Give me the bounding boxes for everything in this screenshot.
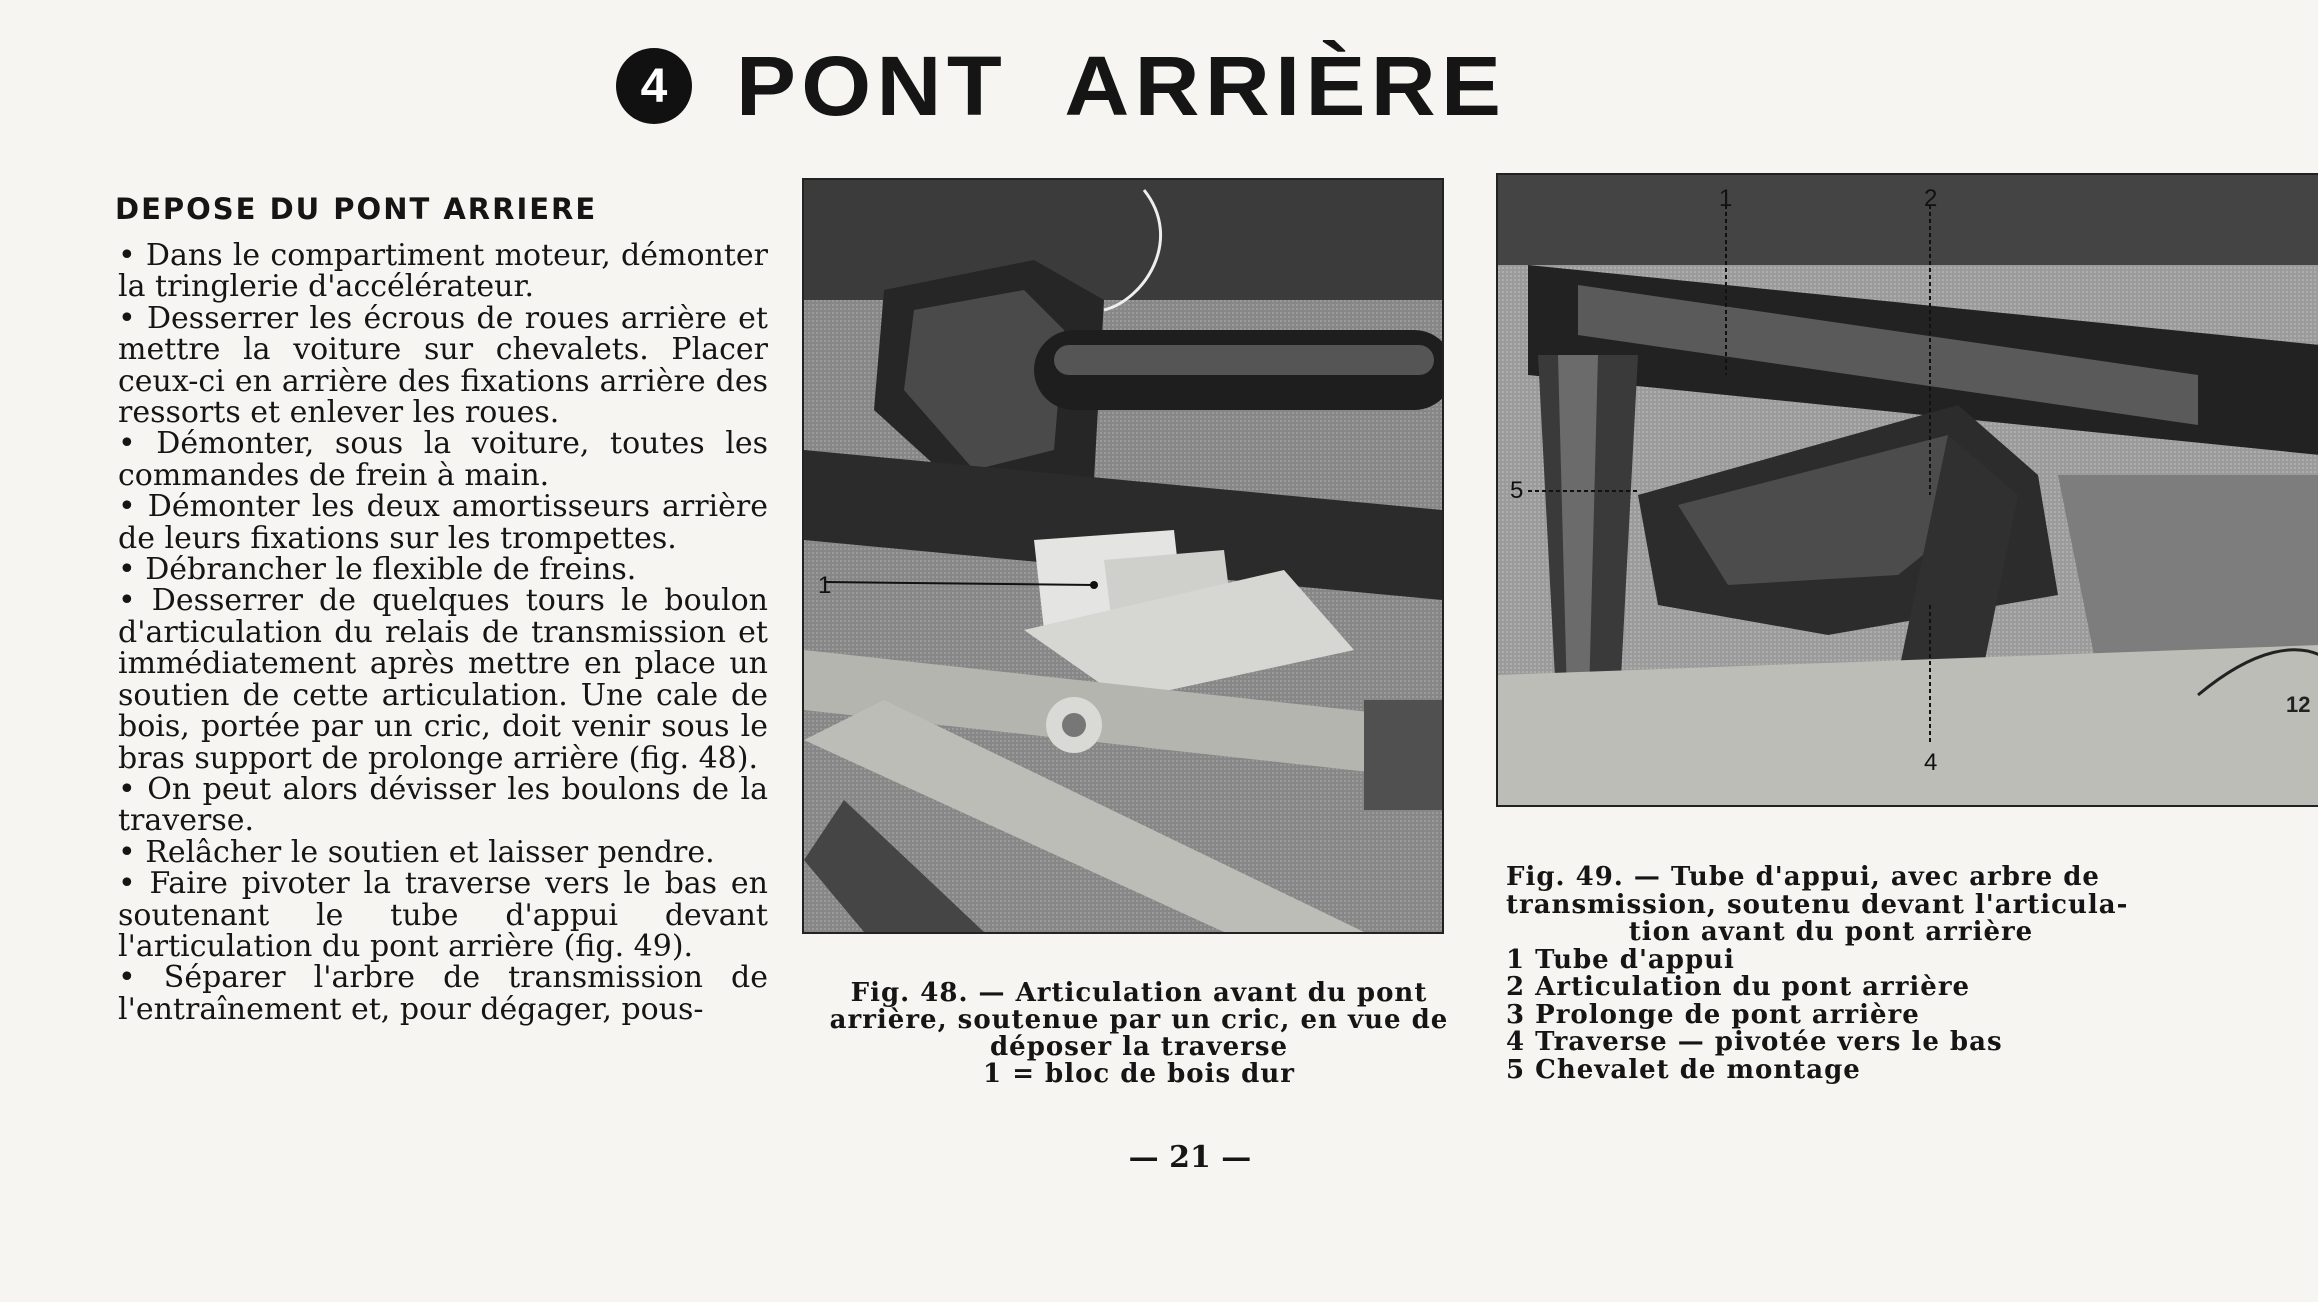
figure-48-illustration — [804, 180, 1442, 932]
chapter-title — [616, 36, 1507, 136]
paragraph: • Dans le compartiment moteur, démonter la tringlerie d'accélérateur. — [118, 238, 768, 305]
caption-line: 1 = bloc de bois dur — [983, 1059, 1295, 1089]
body-text — [118, 240, 768, 1025]
caption-line: déposer la traverse — [989, 1032, 1289, 1062]
page-title: PONT ARRIÈRE — [736, 38, 1507, 133]
legend-item: 4 Traverse — pivotée vers le bas — [1506, 1027, 2003, 1057]
callout-label: 5 — [1510, 477, 1524, 504]
paragraph: • Démonter les deux amortisseurs arrière de leurs fixations sur les trompettes. — [118, 489, 768, 556]
chapter-number-badge: 4 — [616, 48, 692, 124]
caption-line: Fig. 49. — Tube d'appui, avec arbre de — [1506, 862, 2100, 892]
figure-49-photo — [1496, 173, 2318, 807]
callout-label: 4 — [1924, 749, 1938, 776]
caption-line: arrière, soutenue par un cric, en vue de — [829, 1005, 1449, 1035]
paragraph: • Desserrer les écrous de roues arrière et mettre la voiture sur chevalets. Placer ceux-ci en arrière des fixations arrière des ressorts et enlever les roues. — [118, 300, 768, 431]
caption-line: transmission, soutenu devant l'articula- — [1506, 889, 2129, 920]
paragraph: • Relâcher le soutien et laisser pendre. — [118, 834, 715, 870]
figure-49-edge-label: 12 — [2286, 692, 2311, 717]
legend-item: 1 Tube d'appui — [1506, 944, 1735, 975]
legend-item: 5 Chevalet de montage — [1506, 1054, 1861, 1085]
legend-item: 3 Prolonge de pont arrière — [1506, 999, 1920, 1030]
paragraph: • Desserrer de quelques tours le boulon d'articulation du relais de transmission et immédiatement après mettre en place un soutien de cette articulation. Une cale de bois, portée par un cric, doit venir sous le bras support de prolonge arrière (fig. 48). — [118, 583, 768, 776]
figure-49-caption — [1506, 864, 2156, 1084]
callout-label: 2 — [1924, 185, 1938, 212]
figure-48-photo — [802, 178, 1444, 934]
section-heading: DEPOSE DU PONT ARRIERE — [115, 192, 598, 226]
paragraph: • Démonter, sous la voiture, toutes les commandes de frein à main. — [118, 426, 768, 493]
caption-line: tion avant du pont arrière — [1628, 917, 2034, 947]
callout-label: 1 — [818, 572, 832, 599]
paragraph: • Débrancher le flexible de freins. — [118, 552, 637, 588]
paragraph: • Séparer l'arbre de transmission de l'entraînement et, pour dégager, pous- — [118, 960, 768, 1027]
figure-49-legend — [1506, 944, 2156, 1085]
figure-49-illustration — [1498, 175, 2318, 805]
paragraph: • Faire pivoter la traverse vers le bas en soutenant le tube d'appui devant l'articulation du pont arrière (fig. 49). — [118, 866, 768, 964]
page-number: — 21 — — [1128, 1140, 1252, 1175]
legend-item: 2 Articulation du pont arrière — [1506, 972, 1971, 1002]
figure-48-caption — [814, 980, 1464, 1088]
callout-label: 1 — [1719, 185, 1733, 212]
caption-line: Fig. 48. — Articulation avant du pont — [850, 978, 1428, 1008]
paragraph: • On peut alors dévisser les boulons de la traverse. — [118, 771, 768, 839]
